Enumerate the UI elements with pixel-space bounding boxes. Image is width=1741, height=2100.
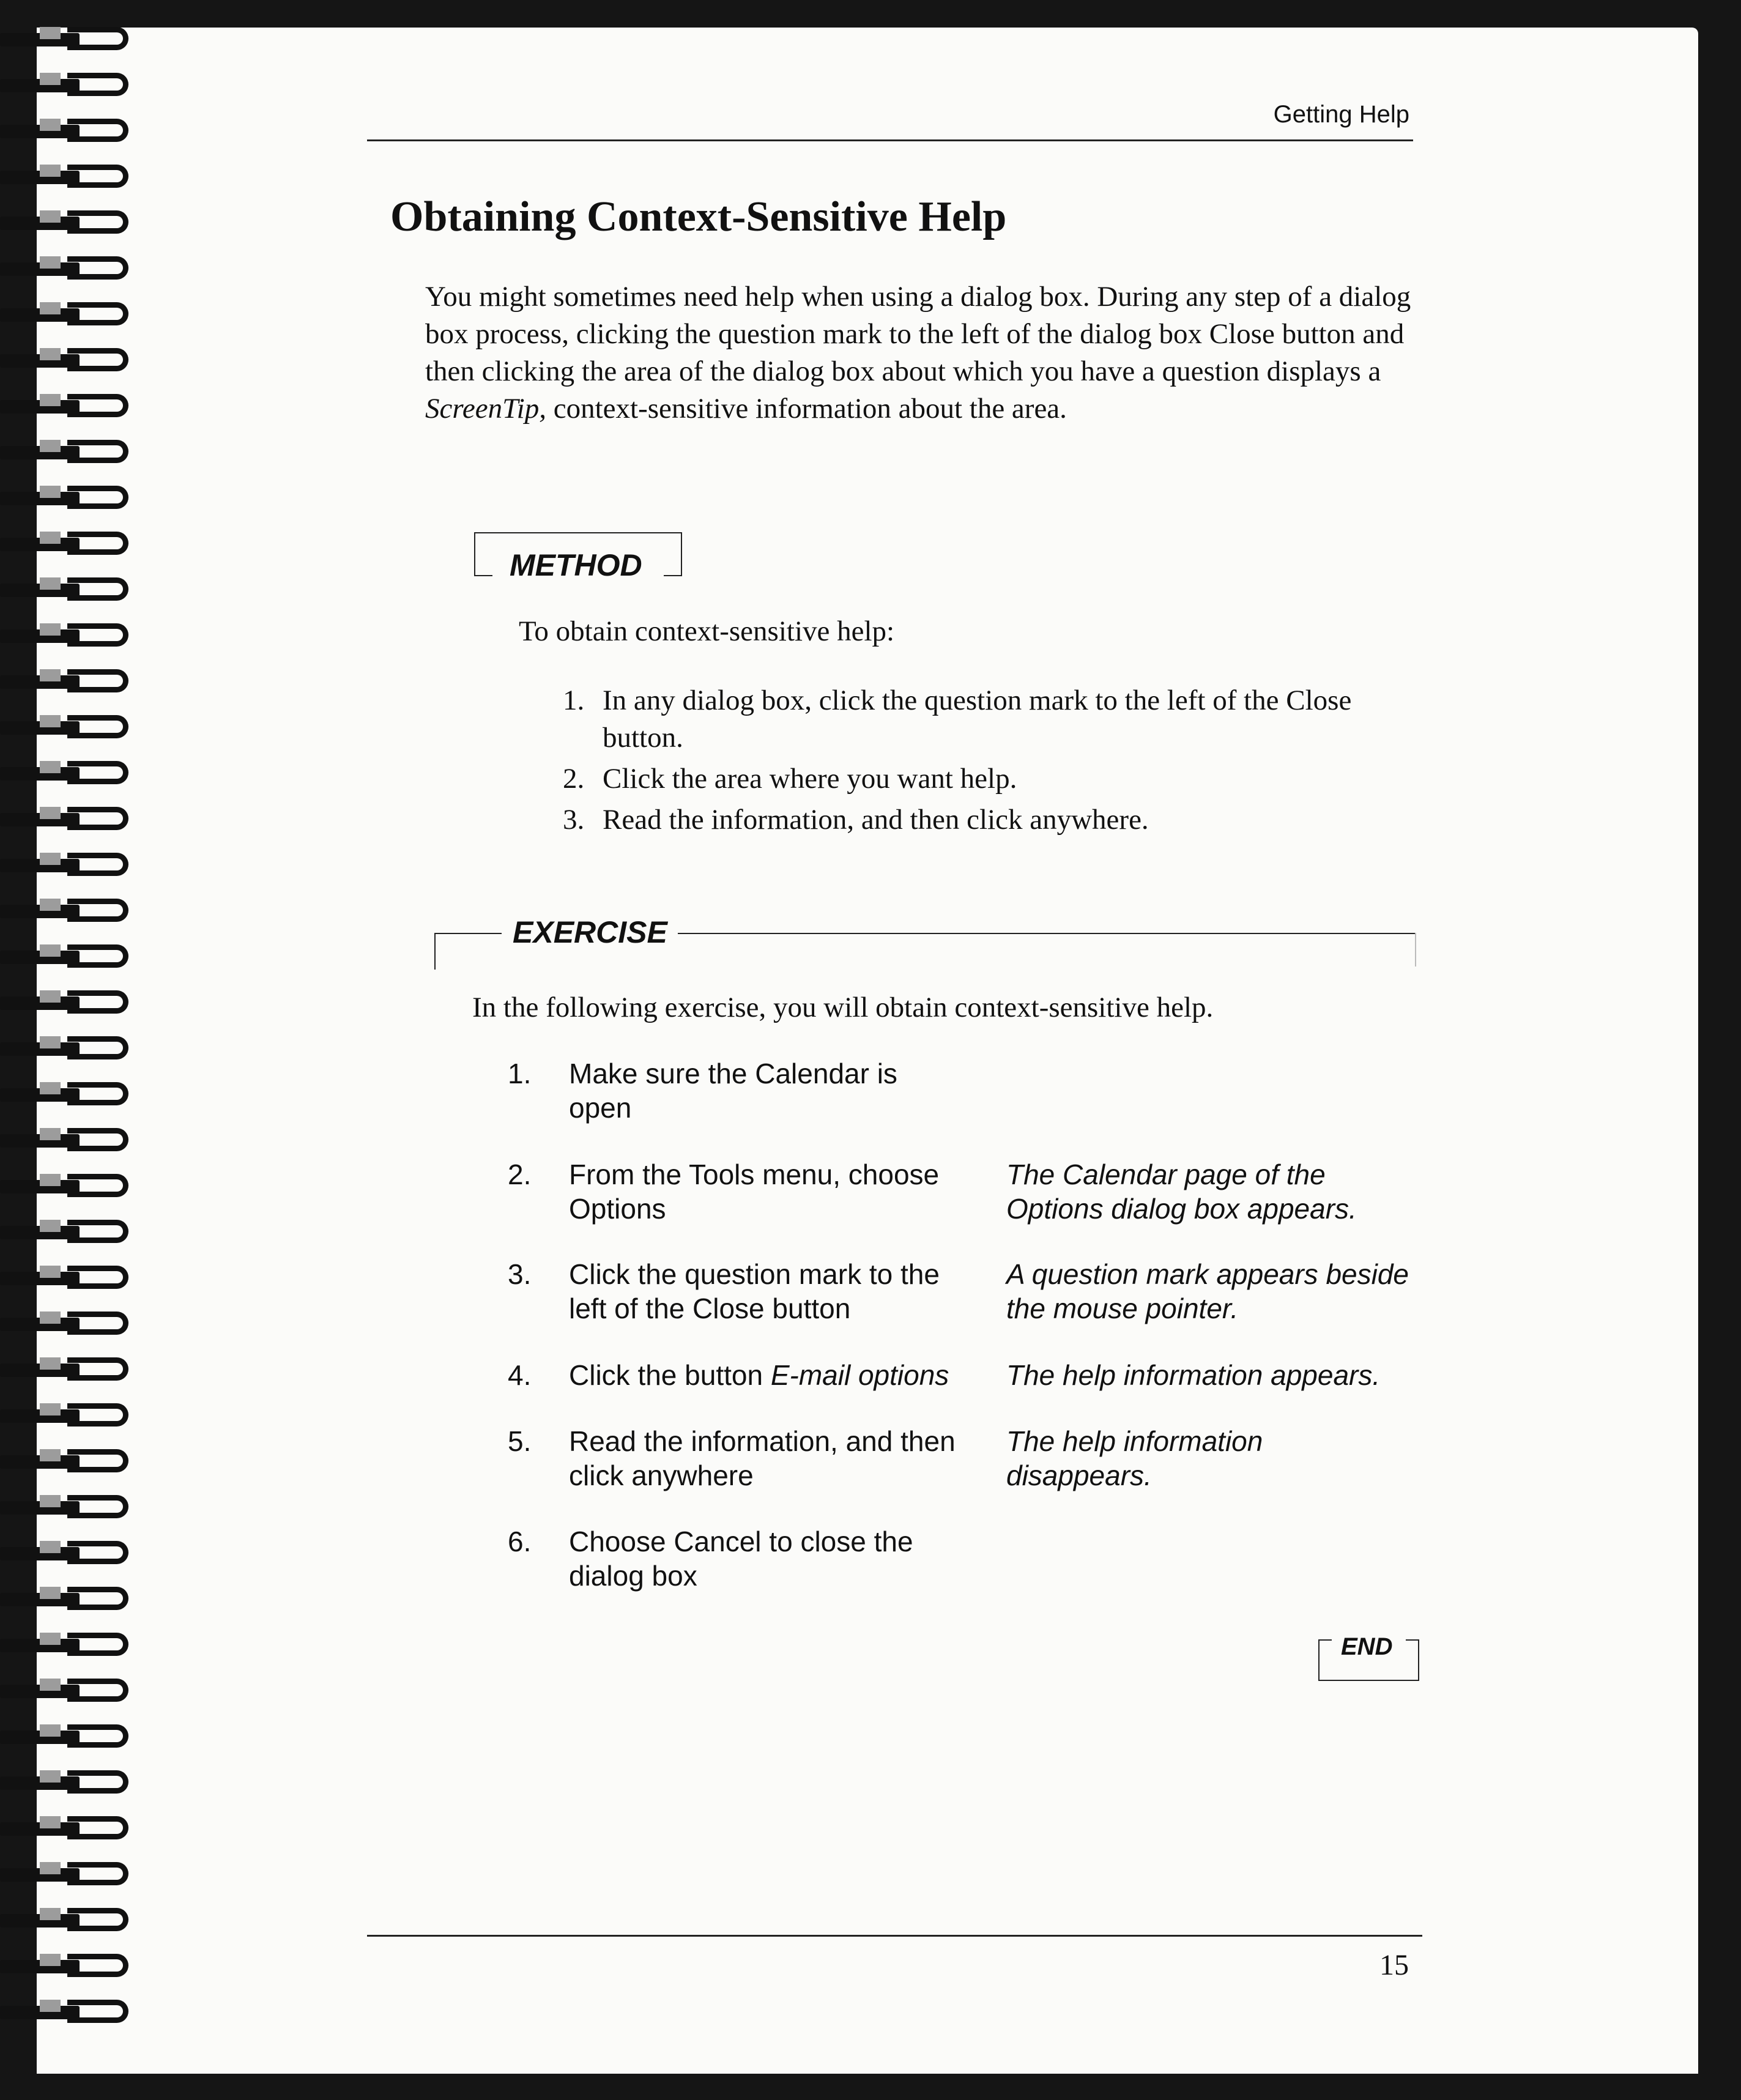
binding-ring [0, 208, 132, 240]
binding-ring [0, 759, 132, 790]
exercise-step-result: The help information appears. [1006, 1359, 1381, 1391]
exercise-frame-top [434, 933, 502, 934]
binding-ring [0, 988, 132, 1020]
binding-ring [0, 1768, 132, 1800]
exercise-step-action [569, 1358, 960, 1392]
footer-rule [367, 1935, 1422, 1937]
intro-text-after: context-sensitive information about the area. [546, 393, 1067, 425]
exercise-step-action: Read the information, and then click anywhere [569, 1425, 956, 1491]
method-step [563, 682, 1395, 757]
exercise-step-result: A question mark appears beside the mouse pointer. [1006, 1258, 1409, 1324]
binding-ring [0, 1217, 132, 1249]
binding-ring [0, 24, 132, 56]
exercise-step-number: 2. [508, 1159, 532, 1190]
binding-ring [0, 1263, 132, 1295]
binding-ring [0, 1814, 132, 1846]
binding-ring [0, 483, 132, 515]
binding-ring [0, 391, 132, 423]
exercise-step-result: The help information disappears. [1006, 1425, 1263, 1491]
exercise-frame-left [434, 933, 436, 970]
exercise-step-number: 4. [508, 1359, 532, 1391]
intro-paragraph [425, 278, 1416, 428]
binding-ring [0, 896, 132, 928]
binding-ring [0, 1080, 132, 1111]
intro-text-before: You might sometimes need help when using a dialog box. During any step of a dialog box process, clicking the question mark to the left of the dialog box Close button and then clicking the area of the dialog box about which you have a question displays a [425, 281, 1411, 387]
binding-ring [0, 437, 132, 469]
binding-ring [0, 1447, 132, 1479]
method-steps-list [563, 682, 1395, 842]
binding-ring [0, 1034, 132, 1066]
method-step [563, 760, 1395, 798]
page-title: Obtaining Context-Sensitive Help [390, 193, 1007, 240]
binding-ring [0, 1126, 132, 1157]
binding-ring [0, 1355, 132, 1387]
method-step-number: 2. [563, 763, 585, 795]
binding-ring [0, 1309, 132, 1341]
binding-ring [0, 116, 132, 148]
exercise-frame-top [678, 933, 1416, 934]
exercise-step-number: 1. [508, 1058, 532, 1089]
running-head: Getting Help [1273, 101, 1409, 128]
method-step-number: 3. [563, 804, 585, 836]
binding-ring [0, 575, 132, 607]
binding-ring [0, 1676, 132, 1708]
binding-ring [0, 254, 132, 286]
binding-ring [0, 1860, 132, 1891]
method-step-text: Click the area where you want help. [603, 763, 1017, 795]
exercise-step-action-text: Click the button [569, 1359, 771, 1391]
binding-ring [0, 1493, 132, 1524]
binding-ring [0, 804, 132, 836]
binding-ring [0, 1171, 132, 1203]
exercise-step-action: From the Tools menu, choose Options [569, 1159, 940, 1225]
binding-ring [0, 667, 132, 699]
end-marker: END [1341, 1633, 1393, 1660]
exercise-step-number: 5. [508, 1425, 532, 1457]
binding-ring [0, 1584, 132, 1616]
binding-ring [0, 942, 132, 974]
binding-ring [0, 1951, 132, 1983]
method-label: METHOD [510, 548, 642, 582]
method-step [563, 801, 1395, 839]
exercise-step-action: Make sure the Calendar is open [569, 1058, 897, 1124]
page-number: 15 [1379, 1949, 1409, 1981]
binding-ring [0, 1538, 132, 1570]
binding-ring [0, 300, 132, 332]
binding-ring [0, 1905, 132, 1937]
exercise-frame-right [1415, 933, 1416, 967]
method-step-number: 1. [563, 685, 585, 716]
binding-ring [0, 1997, 132, 2029]
binding-ring [0, 70, 132, 102]
binding-ring [0, 713, 132, 744]
method-step-text: In any dialog box, click the question mark to the left of the Close button. [603, 685, 1352, 754]
exercise-label: EXERCISE [513, 915, 667, 949]
binding-ring [0, 850, 132, 882]
exercise-step-result: The Calendar page of the Options dialog box appears. [1006, 1159, 1357, 1225]
exercise-step-action: Click the question mark to the left of the Close button [569, 1258, 940, 1324]
method-intro: To obtain context-sensitive help: [519, 615, 895, 647]
exercise-step-action: Choose Cancel to close the dialog box [569, 1526, 913, 1592]
binding-ring [0, 621, 132, 653]
exercise-step-number: 6. [508, 1526, 532, 1557]
binding-ring [0, 1630, 132, 1662]
exercise-intro: In the following exercise, you will obtain context-sensitive help. [472, 992, 1214, 1023]
intro-term: ScreenTip, [425, 393, 546, 425]
binding-ring [0, 162, 132, 194]
exercise-step-number: 3. [508, 1258, 532, 1290]
binding-ring [0, 346, 132, 377]
binding-ring [0, 1401, 132, 1433]
header-rule [367, 139, 1413, 141]
binding-ring [0, 1722, 132, 1754]
method-step-text: Read the information, and then click anywhere. [603, 804, 1149, 836]
binding-ring [0, 529, 132, 561]
exercise-step-action-term: E-mail options [770, 1359, 949, 1391]
spiral-binding [0, 24, 132, 2061]
